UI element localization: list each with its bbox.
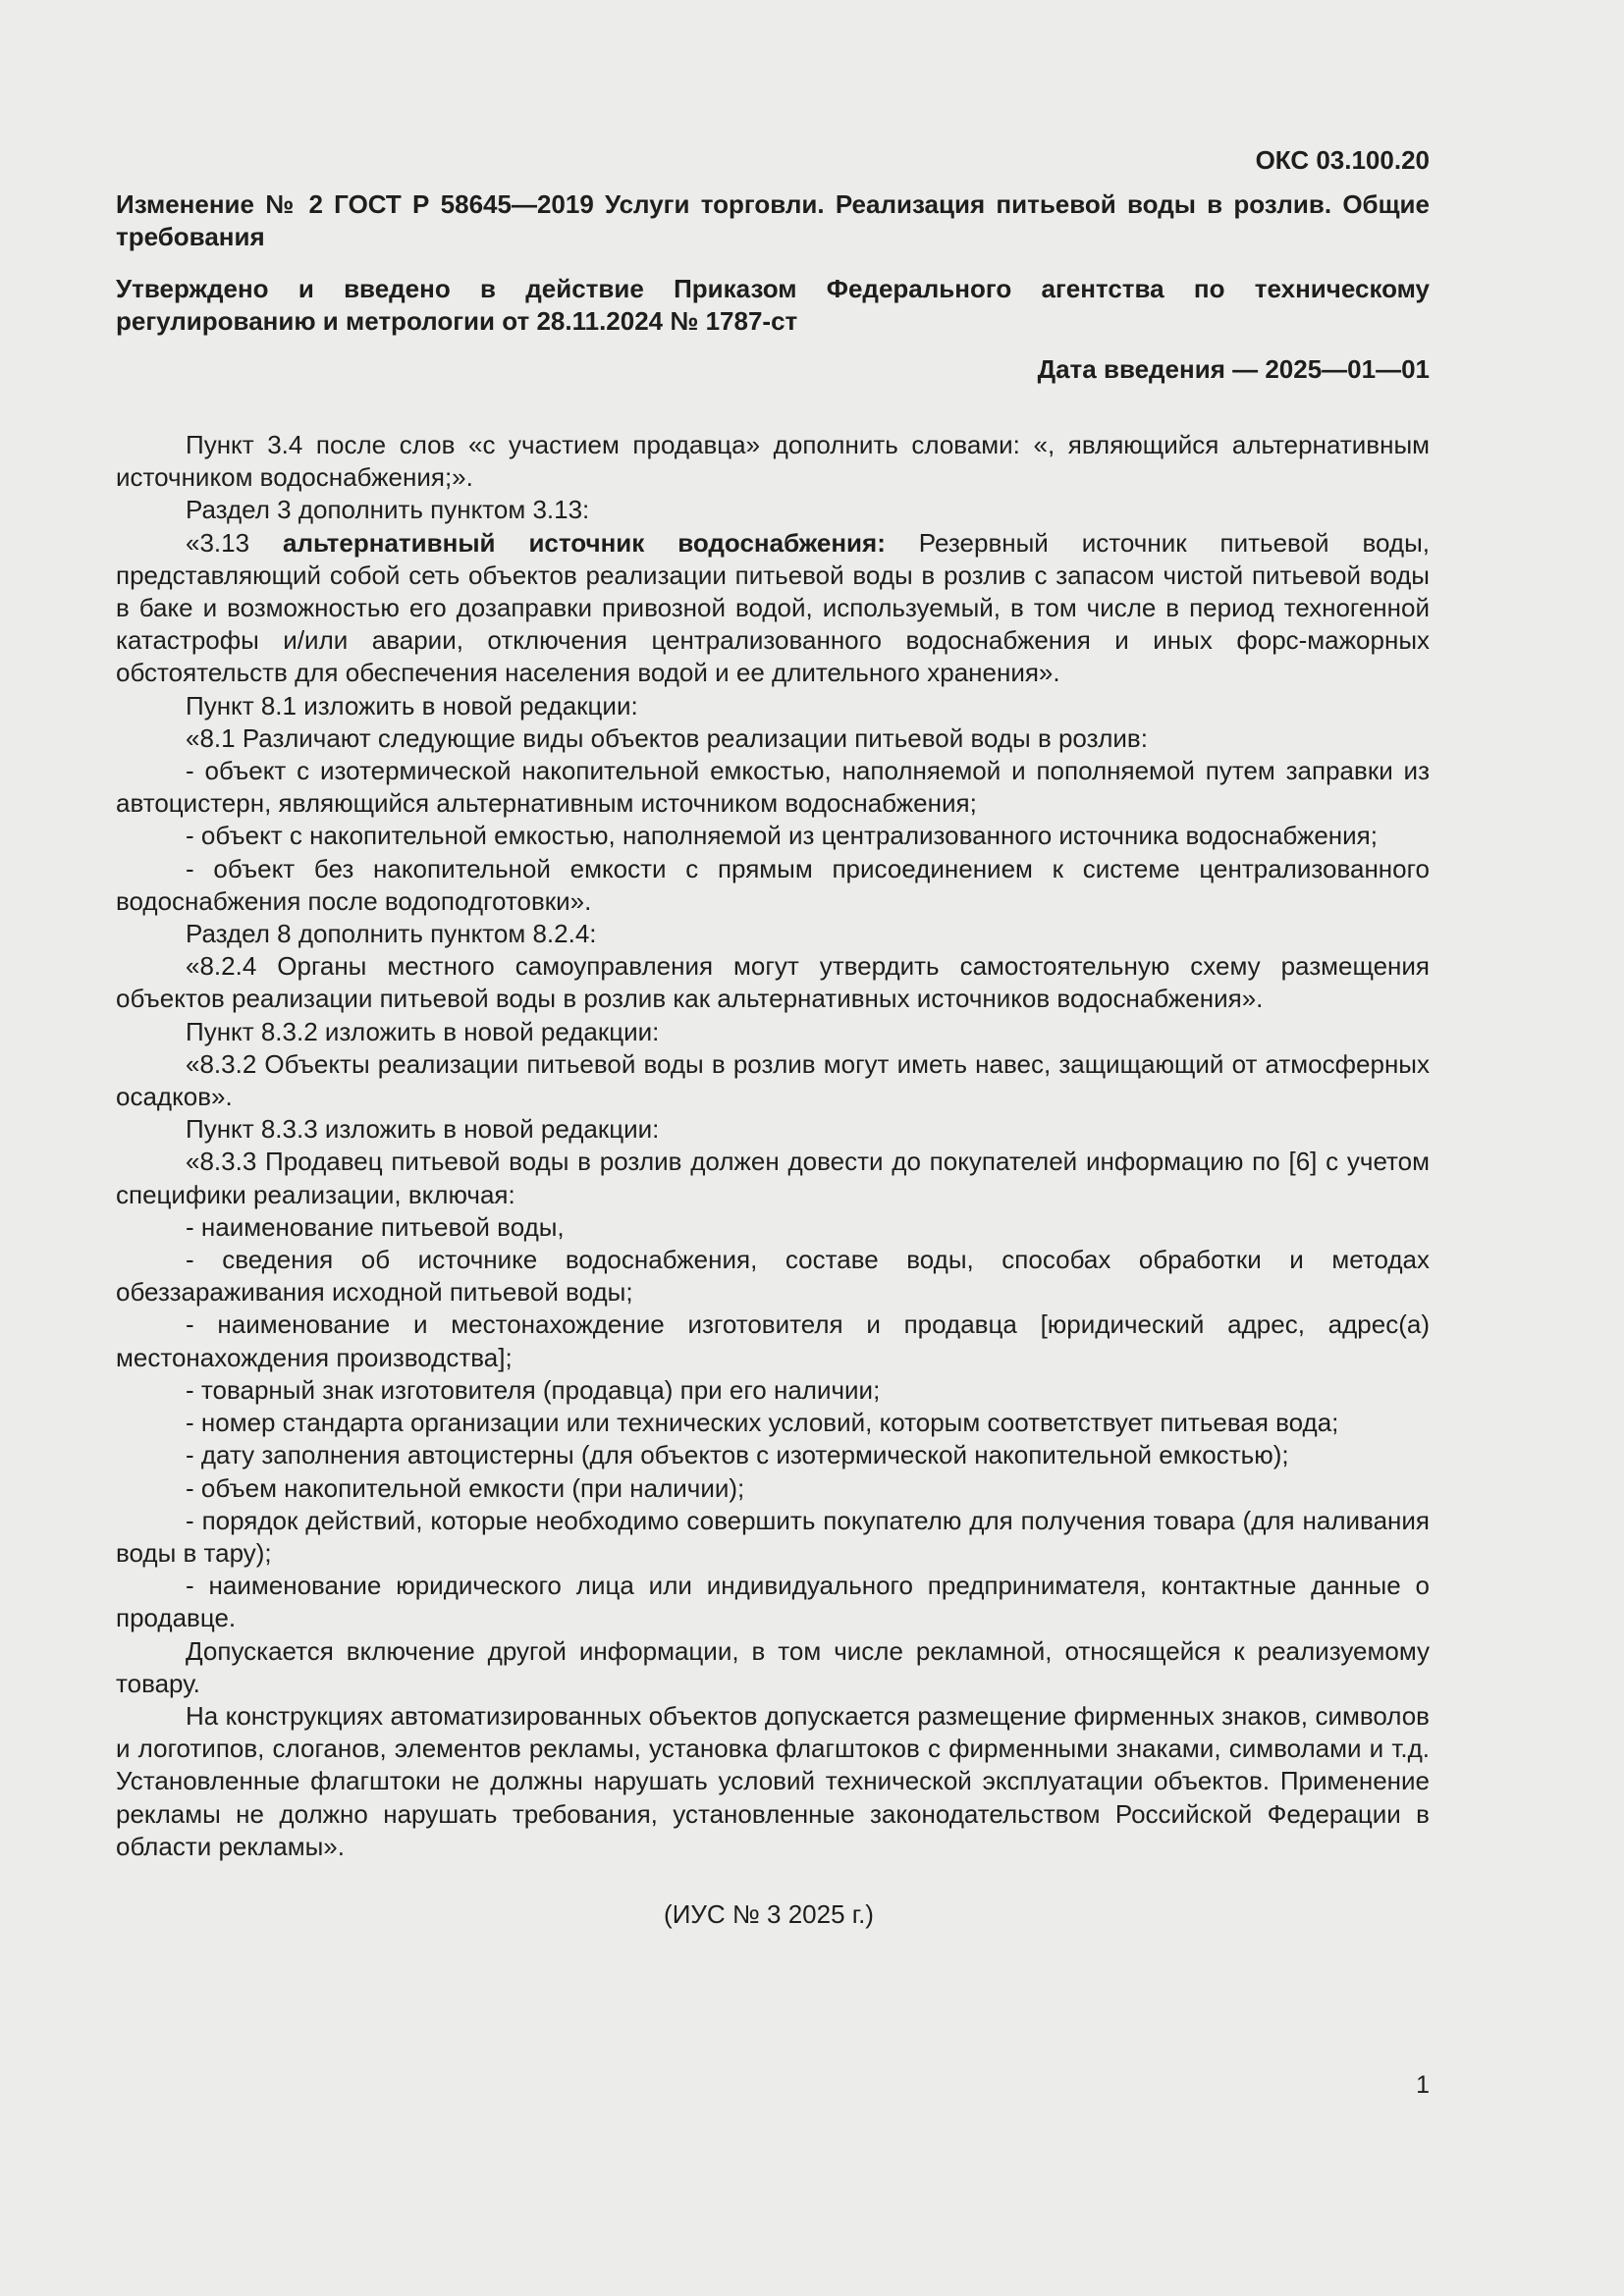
paragraph: «8.3.2 Объекты реализации питьевой воды в розлив могут иметь навес, защищающий от атмосферных осадков».	[116, 1048, 1430, 1112]
page-number: 1	[1416, 2071, 1430, 2099]
paragraph: Раздел 3 дополнить пунктом 3.13:	[186, 495, 590, 525]
list-item: - сведения об источнике водоснабжения, составе воды, способах обработки и методах обеззараживания исходной питьевой воды;	[116, 1245, 1430, 1308]
paragraph: Пункт 8.3.2 изложить в новой редакции:	[186, 1016, 660, 1046]
paragraph: Раздел 8 дополнить пунктом 8.2.4:	[186, 919, 597, 949]
amendment-title: Изменение № 2 ГОСТ Р 58645—2019 Услуги торговли. Реализация питьевой воды в розлив. Общие требования	[116, 189, 1430, 251]
list-item: - порядок действий, которые необходимо совершить покупателю для получения товара (для наливания воды в тару);	[116, 1505, 1430, 1568]
list-item: - дату заполнения автоцистерны (для объектов с изотермической накопительной емкостью);	[186, 1440, 1289, 1470]
paragraph: «8.2.4 Органы местного самоуправления могут утвердить самостоятельную схему размещения объектов реализации питьевой воды в розлив как альтернативных источников водоснабжения».	[116, 951, 1430, 1014]
list-item: - наименование и местонахождение изготовителя и продавца [юридический адрес, адрес(а) местонахождения производства];	[116, 1309, 1430, 1372]
list-item: - номер стандарта организации или технических условий, которым соответствует питьевая вода;	[186, 1408, 1339, 1438]
document-page	[116, 143, 1430, 1931]
paragraph: На конструкциях автоматизированных объектов допускается размещение фирменных знаков, символов и логотипов, слоганов, элементов рекламы, установка флагштоков с фирменными знаками, символами и т.д. Установленные флагштоки не должны нарушать условий технической эксплуатации объектов. Применение рекламы не должно нарушать требования, установленные законодательством Российской Федерации в области рекламы».	[116, 1700, 1430, 1861]
effective-date: Дата введения — 2025—01—01	[1037, 354, 1430, 384]
ius-reference: (ИУС № 3 2025 г.)	[664, 1898, 874, 1929]
approval-statement: Утверждено и введено в действие Приказом Федерального агентства по техническому регулированию и метрологии от 28.11.2024 № 1787-ст	[116, 274, 1430, 336]
paragraph: Пункт 3.4 после слов «с участием продавца» дополнить словами: «, являющийся альтернативным источником водоснабжения;».	[116, 430, 1430, 493]
definition-text: Резервный источник питьевой воды, представляющий собой сеть объектов реализации питьевой воды в розлив с запасом чистой питьевой воды в баке и возможностью его дозаправки привозной водой, используемый, в том числе в период техногенной катастрофы и/или аварии, отключения централизованного водоснабжения и иных форс-мажорных обстоятельств для обеспечения населения водой и ее длительного хранения».	[116, 527, 1430, 688]
paragraph: Пункт 8.3.3 изложить в новой редакции:	[186, 1114, 660, 1145]
definition-number: «3.13	[186, 527, 283, 558]
amendment-body	[116, 429, 1430, 1863]
list-item: - объект с изотермической накопительной емкостью, наполняемой и пополняемой путем заправки из автоцистерн, являющийся альтернативным источником водоснабжения;	[116, 756, 1430, 819]
list-item: - наименование юридического лица или индивидуального предпринимателя, контактные данные о продавце.	[116, 1571, 1430, 1633]
list-item: - наименование питьевой воды,	[186, 1211, 565, 1242]
list-item: - объект без накопительной емкости с прямым присоединением к системе централизованного водоснабжения после водоподготовки».	[116, 853, 1430, 916]
list-item: - объект с накопительной емкостью, наполняемой из централизованного источника водоснабжения;	[186, 821, 1378, 851]
definition-paragraph	[116, 527, 1430, 690]
list-item: - товарный знак изготовителя (продавца) при его наличии;	[186, 1374, 881, 1405]
definition-term: альтернативный источник водоснабжения:	[283, 527, 886, 558]
oks-code: ОКС 03.100.20	[1255, 145, 1430, 175]
paragraph: Пункт 8.1 изложить в новой редакции:	[186, 690, 638, 721]
paragraph: Допускается включение другой информации, в том числе рекламной, относящейся к реализуемому товару.	[116, 1635, 1430, 1698]
list-item: - объем накопительной емкости (при наличии);	[186, 1472, 745, 1503]
paragraph: «8.3.3 Продавец питьевой воды в розлив должен довести до покупателей информацию по [6] с учетом специфики реализации, включая:	[116, 1147, 1430, 1209]
paragraph: «8.1 Различают следующие виды объектов реализации питьевой воды в розлив:	[186, 722, 1148, 753]
